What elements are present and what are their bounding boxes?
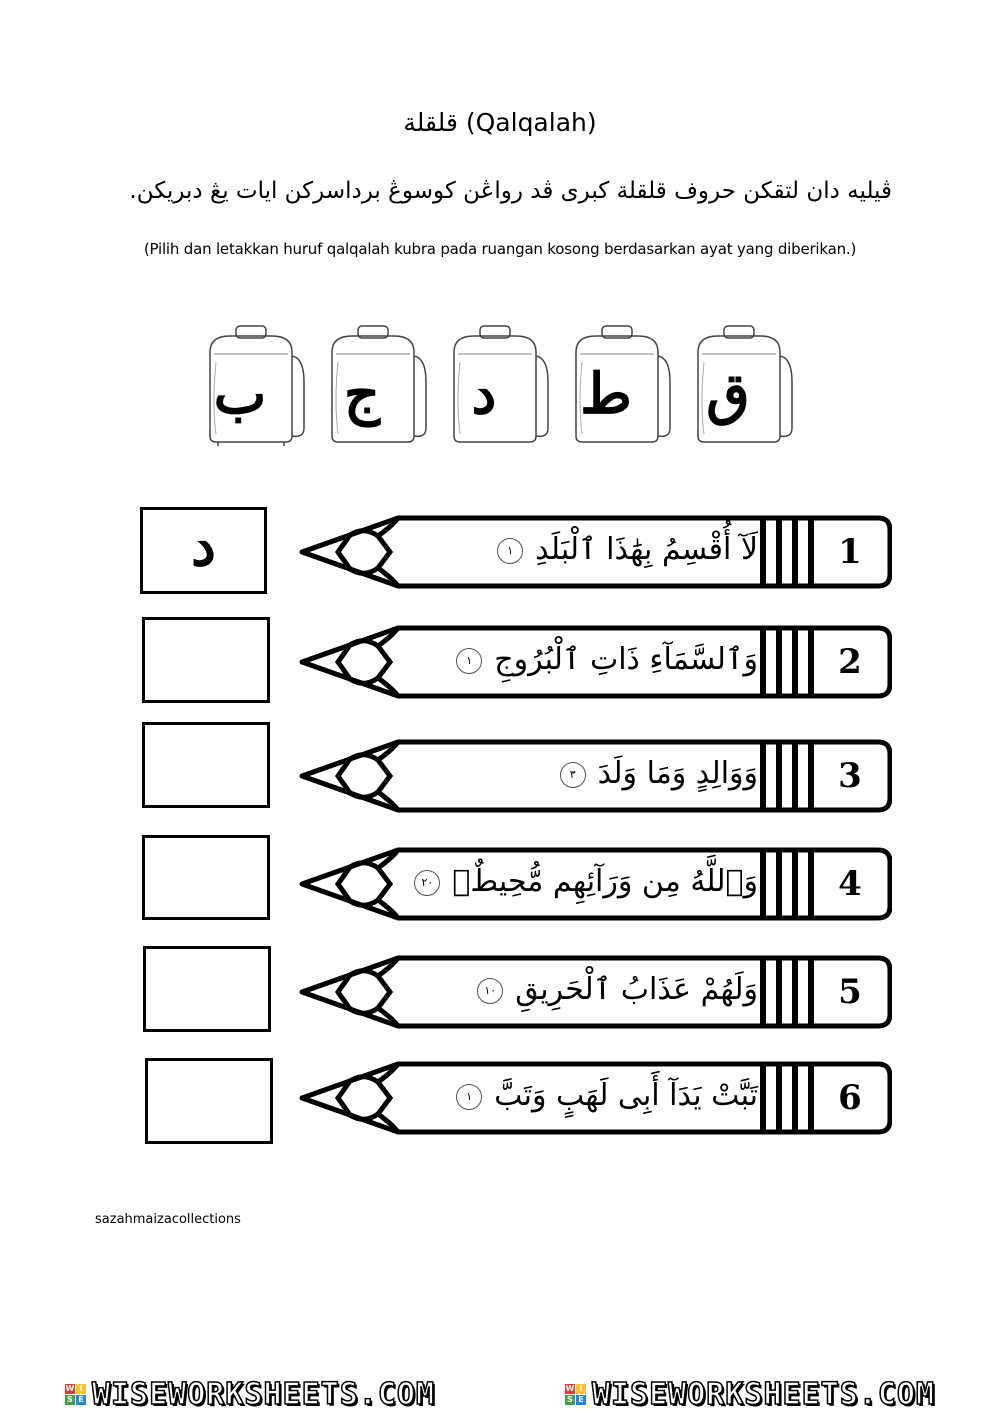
ayah-content: لَآ أُقْسِمُ بِهَٰذَا ٱلْبَلَدِ: [535, 532, 758, 567]
answer-box-2[interactable]: [142, 617, 270, 703]
question-number: 2: [838, 642, 862, 682]
letter-bag[interactable]: [318, 322, 418, 452]
logo-tile: i: [76, 1384, 86, 1394]
question-number: 6: [838, 1078, 862, 1118]
pencil-question-4: [298, 844, 892, 924]
ayah-text: [428, 736, 758, 816]
question-number: 1: [838, 532, 862, 572]
pencil-question-6: [298, 1058, 892, 1138]
bag-letter: ج: [343, 361, 381, 427]
instruction-jawi: ڤيليه دان لتقكن حروف قلقلة كبرى ڤد رواڠن كوسوڠ برداسركن ايات يڠ دبريكن.: [129, 178, 892, 204]
question-number: 3: [838, 756, 862, 796]
footer-banner: [0, 1376, 1000, 1413]
bag-letter: ب: [213, 361, 267, 427]
answer-box-5[interactable]: [143, 946, 271, 1032]
logo-tile: S: [565, 1395, 575, 1405]
brand-group[interactable]: [565, 1377, 935, 1412]
ayah-text: [428, 622, 758, 702]
pencil-question-5: [298, 952, 892, 1032]
ayah-number-marker: ١٠: [477, 978, 503, 1004]
ayah-content: تَبَّتْ يَدَآ أَبِى لَهَبٍ وَتَبَّ: [494, 1078, 758, 1113]
answer-box-1[interactable]: د: [140, 507, 267, 594]
logo-tile: W: [565, 1384, 575, 1393]
brand-logo-icon: [65, 1384, 86, 1405]
logo-tile: i: [576, 1384, 586, 1394]
ayah-text: [421, 844, 758, 924]
letter-bag[interactable]: [440, 322, 540, 452]
ayah-number-marker: ١: [456, 648, 482, 674]
instruction-latin: (Pilih dan letakkan huruf qalqalah kubra pada ruangan kosong berdasarkan ayat yang diberikan.): [143, 240, 857, 258]
credit-text: sazahmaizacollections: [95, 1212, 241, 1227]
letter-bag[interactable]: [196, 322, 296, 452]
letter-bag[interactable]: [684, 322, 784, 452]
ayah-number-marker: ١: [497, 538, 523, 564]
logo-tile: E: [576, 1395, 586, 1405]
pencil-question-3: [298, 736, 892, 816]
ayah-number-marker: ٢٠: [414, 870, 440, 896]
ayah-number-marker: ٣: [560, 762, 586, 788]
brand-group[interactable]: [65, 1377, 435, 1412]
brand-name: WISEWORKSHEETS.COM: [91, 1377, 436, 1412]
ayah-content: وَوَالِدٍ وَمَا وَلَدَ: [597, 756, 758, 791]
answer-box-3[interactable]: [142, 722, 270, 808]
bag-letter: د: [471, 361, 497, 427]
question-number: 5: [838, 972, 862, 1012]
logo-tile: W: [65, 1384, 75, 1393]
question-number: 4: [838, 864, 862, 904]
brand-logo-icon: [565, 1384, 586, 1405]
ayah-text: [428, 512, 758, 592]
letter-bag[interactable]: [562, 322, 662, 452]
logo-tile: S: [65, 1395, 75, 1405]
ayah-content: وَٱلسَّمَآءِ ذَاتِ ٱلْبُرُوجِ: [494, 642, 758, 677]
pencil-question-1: [298, 512, 892, 592]
answer-box-6[interactable]: [145, 1058, 273, 1144]
ayah-content: وَٱللَّهُ مِن وَرَآئِهِم مُّحِيطٌۢ: [452, 864, 758, 899]
ayah-text: [428, 952, 758, 1032]
ayah-text: [428, 1058, 758, 1138]
brand-name: WISEWORKSHEETS.COM: [591, 1377, 936, 1412]
page-title: قلقلة (Qalqalah): [403, 108, 597, 137]
ayah-number-marker: ١: [456, 1084, 482, 1110]
logo-tile: E: [76, 1395, 86, 1405]
pencil-question-2: [298, 622, 892, 702]
answer-box-4[interactable]: [142, 835, 270, 920]
ayah-content: وَلَهُمْ عَذَابُ ٱلْحَرِيقِ: [515, 972, 758, 1007]
bag-letter: ق: [706, 361, 750, 427]
bag-letter: ط: [580, 361, 632, 427]
